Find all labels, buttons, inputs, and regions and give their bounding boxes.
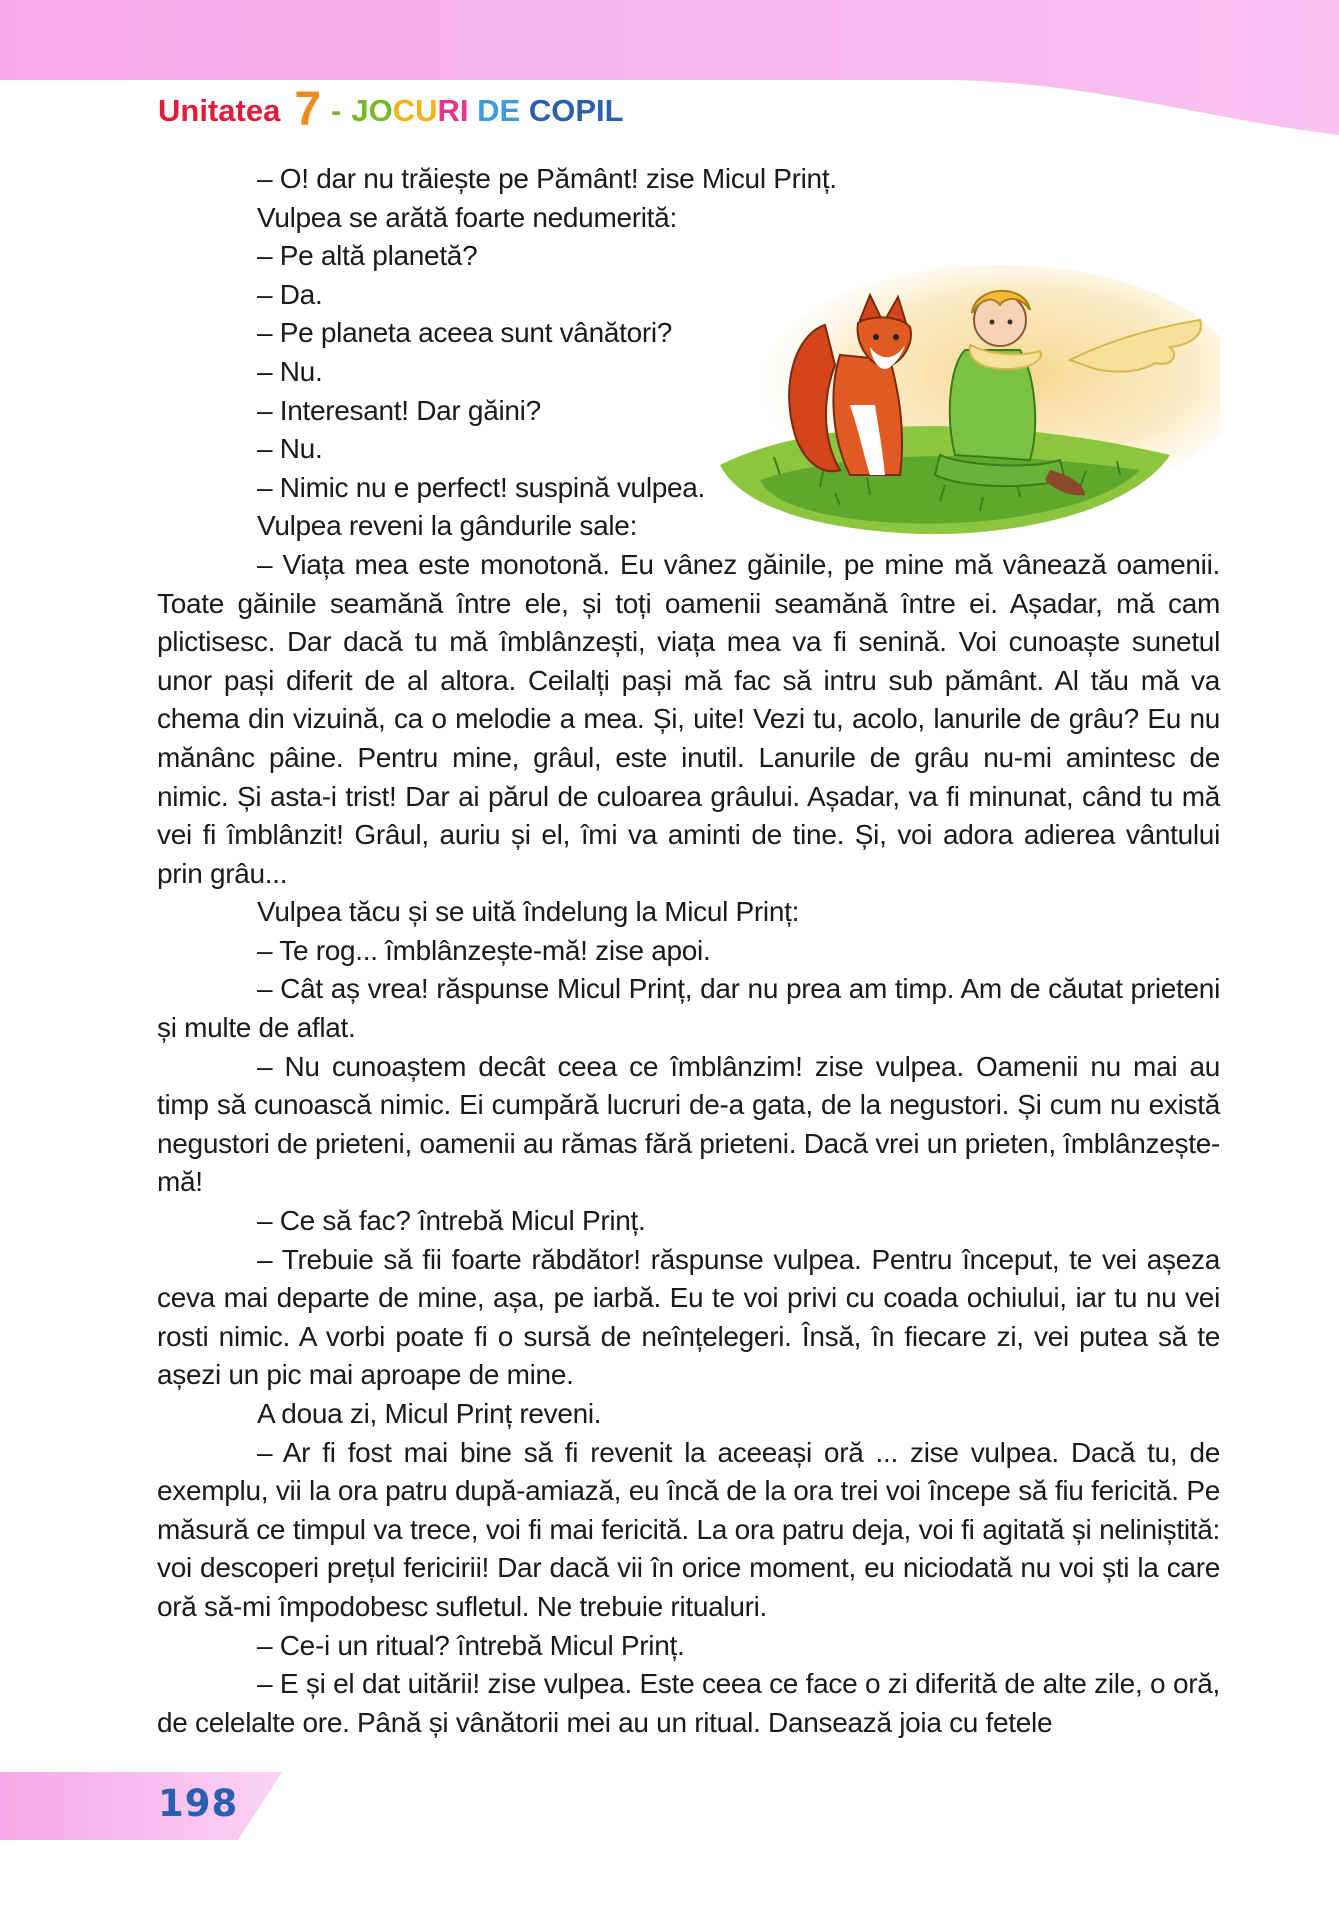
page-number: 198 (158, 1782, 239, 1825)
unit-label: Unitatea (158, 93, 281, 128)
dialogue-line: – Pe planeta aceea sunt vânători? (257, 317, 673, 349)
title-letter (520, 93, 529, 128)
title-letter: P (575, 93, 597, 128)
paragraph: – Ar fi fost mai bine să fi revenit la aceeași oră ... zise vulpea. Dacă tu, de exemplu, vii la ora patru după-amiază, eu încă de la ora trei voi începe să fiu fericită. Pe măsură ce timpul va trece, voi fi mai fericită. La ora patru deja, voi fi agitată și neliniștită: voi descoperi prețul fericirii! Dar dacă vii în orice moment, eu niciodată nu voi ști la care oră să-mi împodobesc sufletul. Ne trebuie ritualuri. (157, 1436, 1220, 1622)
dialogue-line: Vulpea reveni la gândurile sale: (257, 510, 638, 542)
paragraph: – Cât aș vrea! răspunse Micul Prinț, dar nu prea am timp. Am de căutat prieteni și multe de aflat. (157, 973, 1220, 1044)
title-letter: E (499, 93, 521, 128)
title-letter: C (528, 93, 552, 128)
title-letter: I (459, 93, 469, 128)
title-letter: R (437, 93, 460, 128)
title-letter: L (604, 93, 624, 128)
dialogue-line: – Da. (257, 278, 323, 310)
title-letter: D (477, 93, 500, 128)
dialogue-line: – Nimic nu e perfect! suspină vulpea. (257, 471, 706, 503)
dialogue-line: – Pe altă planetă? (257, 240, 478, 272)
title-letter (469, 93, 478, 128)
paragraph: – Ce să fac? întrebă Micul Prinț. (257, 1205, 646, 1237)
paragraph: – E și el dat uitării! zise vulpea. Este ceea ce face o zi diferită de alte zile, o oră, de celelalte ore. Până și vânătorii mei au un ritual. Dansează joia cu fetele (157, 1668, 1220, 1738)
dialogue-line: Vulpea se arătă foarte nedumerită: (257, 201, 677, 233)
dialogue-line: – Nu. (257, 433, 323, 465)
title-letter: J (351, 93, 369, 128)
paragraph: – Viața mea este monotonă. Eu vânez găinile, pe mine mă vânează oamenii. Toate găinile seamănă între ele, și toți oamenii seamănă între ei. Așadar, mă cam plictisesc. Dar dacă tu mă îmblânzești, viața mea va fi senină. Voi cunoaște sunetul unor pași diferit de al altora. Ceilalți pași mă fac să intru sub pământ. Al tău mă va chema din vizuină, ca o melodie a mea. Și, uite! Vezi tu, acolo, lanurile de grâu? Eu nu mănânc pâine. Pentru mine, grâul, este inutil. Lanurile de grâu nu-mi amintesc de nimic. Și asta-i trist! Dar ai părul de culoarea grâului. Așadar, va fi minunat, când tu mă vei fi îmblânzit! Grâul, auriu și el, îmi va aminti de tine. Și, voi adora adierea vântului prin grâu... (157, 548, 1220, 889)
paragraph: – Ce-i un ritual? întrebă Micul Prinț. (257, 1629, 685, 1661)
unit-header (158, 82, 624, 137)
dialogue-line: – Interesant! Dar găini? (257, 394, 541, 426)
paragraph: – Nu cunoaștem decât ceea ce îmblânzim! zise vulpea. Oamenii nu mai au timp să cunoască nimic. Ei cumpără lucruri de-a gata, de la negustori. Și cum nu există negustori de prieteni, oamenii au rămas fără prieteni. Dacă vrei un prieten, îmblânzește-mă! (157, 1050, 1220, 1198)
paragraph: – Trebuie să fii foarte răbdător! răspunse vulpea. Pentru început, te vei așeza ceva mai departe de mine, așa, pe iarbă. Eu te voi privi cu coada ochiului, iar tu nu vei rosti nimic. A vorbi poate fi o sursă de neînțelegeri. Însă, în fiecare zi, vei putea să te așezi un pic mai aproape de mine. (157, 1243, 1220, 1391)
dialogue-line: – Nu. (257, 355, 323, 387)
footer-decorative-band (0, 1760, 290, 1850)
title-letter: O (368, 93, 393, 128)
title-letter: U (415, 93, 438, 128)
unit-dash: - (331, 93, 342, 128)
title-letter: O (551, 93, 576, 128)
title-letter: C (392, 93, 416, 128)
paragraph: A doua zi, Micul Prinț reveni. (257, 1398, 602, 1429)
unit-number: 7 (294, 83, 322, 136)
title-letter: I (596, 93, 605, 128)
dialogue-line: – O! dar nu trăiește pe Pământ! zise Micul Prinț. (257, 163, 837, 194)
story-text (157, 160, 1220, 1742)
paragraph: – Te rog... îmblânzește-mă! zise apoi. (257, 934, 711, 966)
paragraph: Vulpea tăcu și se uită îndelung la Micul Prinț: (257, 896, 800, 928)
unit-title (351, 93, 624, 128)
